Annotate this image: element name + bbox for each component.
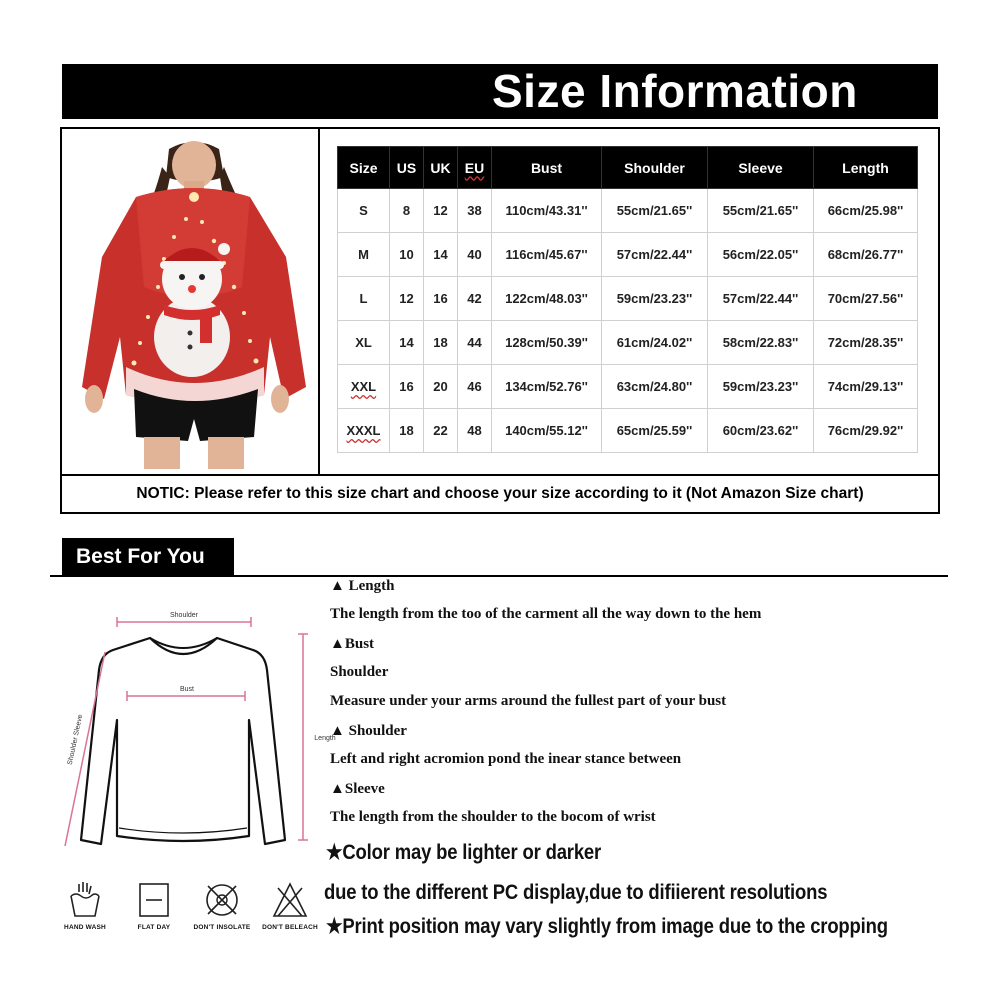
table-cell: 20 xyxy=(424,365,458,409)
column-header: Bust xyxy=(492,147,602,189)
table-cell: 57cm/22.44'' xyxy=(708,277,814,321)
diagram-label-sleeve: Shoulder Sleeve xyxy=(66,713,85,766)
table-cell: 61cm/24.02'' xyxy=(602,321,708,365)
care-dont-insolate xyxy=(192,880,252,931)
desc-heading-shoulder: ▲ Shoulder xyxy=(330,723,407,739)
table-cell: 16 xyxy=(424,277,458,321)
table-cell: 55cm/21.65'' xyxy=(708,189,814,233)
table-header-row xyxy=(338,147,918,189)
size-table xyxy=(337,146,918,453)
table-cell: 128cm/50.39'' xyxy=(492,321,602,365)
desc-heading-bust: ▲Bust xyxy=(330,636,375,652)
table-row xyxy=(338,365,918,409)
table-cell: 8 xyxy=(390,189,424,233)
table-cell: 116cm/45.67'' xyxy=(492,233,602,277)
table-cell: 110cm/43.31'' xyxy=(492,189,602,233)
column-header: US xyxy=(390,147,424,189)
table-cell: 10 xyxy=(390,233,424,277)
column-header: Sleeve xyxy=(708,147,814,189)
table-cell: 59cm/23.23'' xyxy=(602,277,708,321)
table-cell: 38 xyxy=(458,189,492,233)
table-cell: 16 xyxy=(390,365,424,409)
desc-text: Left and right acromion pond the inear stance between xyxy=(330,751,682,767)
desc-text: Measure under your arms around the fullest part of your bust xyxy=(330,693,727,709)
table-cell: XXL xyxy=(338,365,390,409)
hand-wash-icon xyxy=(65,880,105,920)
care-flat-dry xyxy=(124,880,184,931)
table-cell: 57cm/22.44'' xyxy=(602,233,708,277)
table-row xyxy=(338,277,918,321)
table-cell: 18 xyxy=(424,321,458,365)
column-header: Length xyxy=(814,147,918,189)
table-cell: M xyxy=(338,233,390,277)
column-header: Shoulder xyxy=(602,147,708,189)
care-label: DON'T INSOLATE xyxy=(193,924,251,931)
desc-heading-length: ▲ Length xyxy=(330,578,395,594)
care-label: FLAT DAY xyxy=(137,924,171,931)
table-cell: 46 xyxy=(458,365,492,409)
table-cell: 22 xyxy=(424,409,458,453)
table-cell: 68cm/26.77'' xyxy=(814,233,918,277)
column-header: Size xyxy=(338,147,390,189)
table-cell: 44 xyxy=(458,321,492,365)
note-color: ★Color may be lighter or darker xyxy=(326,841,602,864)
care-dont-bleach xyxy=(260,880,320,931)
diagram-label-bust: Bust xyxy=(179,686,195,693)
column-header: UK xyxy=(424,147,458,189)
table-cell: 12 xyxy=(390,277,424,321)
desc-text: The length from the too of the carment all the way down to the hem xyxy=(330,606,762,622)
table-cell: 55cm/21.65'' xyxy=(602,189,708,233)
size-chart-box xyxy=(60,127,940,514)
table-cell: 66cm/25.98'' xyxy=(814,189,918,233)
care-label: DON'T BELEACH xyxy=(262,924,318,931)
model-photo xyxy=(74,137,306,469)
desc-heading-sleeve: ▲Sleeve xyxy=(330,781,385,797)
table-cell: 74cm/29.13'' xyxy=(814,365,918,409)
table-cell: 140cm/55.12'' xyxy=(492,409,602,453)
note-print-position: ★Print position may vary slightly from image due to the cropping xyxy=(326,915,888,938)
table-cell: S xyxy=(338,189,390,233)
note-display: due to the different PC display,due to difiierent resolutions xyxy=(324,881,828,904)
table-cell: 122cm/48.03'' xyxy=(492,277,602,321)
care-hand-wash xyxy=(55,880,115,931)
table-cell: 56cm/22.05'' xyxy=(708,233,814,277)
table-cell: 42 xyxy=(458,277,492,321)
desc-text: Shoulder xyxy=(330,664,389,680)
diagram-label-shoulder: Shoulder xyxy=(169,612,199,619)
table-cell: 40 xyxy=(458,233,492,277)
table-cell: 59cm/23.23'' xyxy=(708,365,814,409)
table-row xyxy=(338,409,918,453)
table-row xyxy=(338,321,918,365)
table-cell: 14 xyxy=(390,321,424,365)
table-cell: 134cm/52.76'' xyxy=(492,365,602,409)
table-row xyxy=(338,233,918,277)
table-cell: 48 xyxy=(458,409,492,453)
table-cell: XL xyxy=(338,321,390,365)
size-notice: NOTIC: Please refer to this size chart and choose your size according to it (Not Amazon Size chart) xyxy=(136,485,864,502)
table-cell: L xyxy=(338,277,390,321)
table-cell: 72cm/28.35'' xyxy=(814,321,918,365)
table-cell: 63cm/24.80'' xyxy=(602,365,708,409)
table-cell: 12 xyxy=(424,189,458,233)
page-title: Size Information xyxy=(492,65,858,117)
no-bleach-icon xyxy=(270,880,310,920)
measurement-diagram xyxy=(55,600,345,860)
section-title: Best For You xyxy=(62,538,234,575)
table-cell: 58cm/22.83'' xyxy=(708,321,814,365)
divider xyxy=(318,129,320,474)
table-cell: 70cm/27.56'' xyxy=(814,277,918,321)
care-label: HAND WASH xyxy=(64,924,106,931)
table-cell: 76cm/29.92'' xyxy=(814,409,918,453)
table-cell: 18 xyxy=(390,409,424,453)
table-cell: 14 xyxy=(424,233,458,277)
diagram-label-length: Length xyxy=(314,735,336,742)
table-cell: 60cm/23.62'' xyxy=(708,409,814,453)
desc-text: The length from the shoulder to the bocom of wrist xyxy=(330,809,656,825)
table-cell: 65cm/25.59'' xyxy=(602,409,708,453)
section-divider xyxy=(50,575,948,577)
column-header: EU xyxy=(458,147,492,189)
no-sun-icon xyxy=(202,880,242,920)
title-bar xyxy=(62,64,938,119)
table-row xyxy=(338,189,918,233)
table-cell: XXXL xyxy=(338,409,390,453)
flat-dry-icon xyxy=(134,880,174,920)
